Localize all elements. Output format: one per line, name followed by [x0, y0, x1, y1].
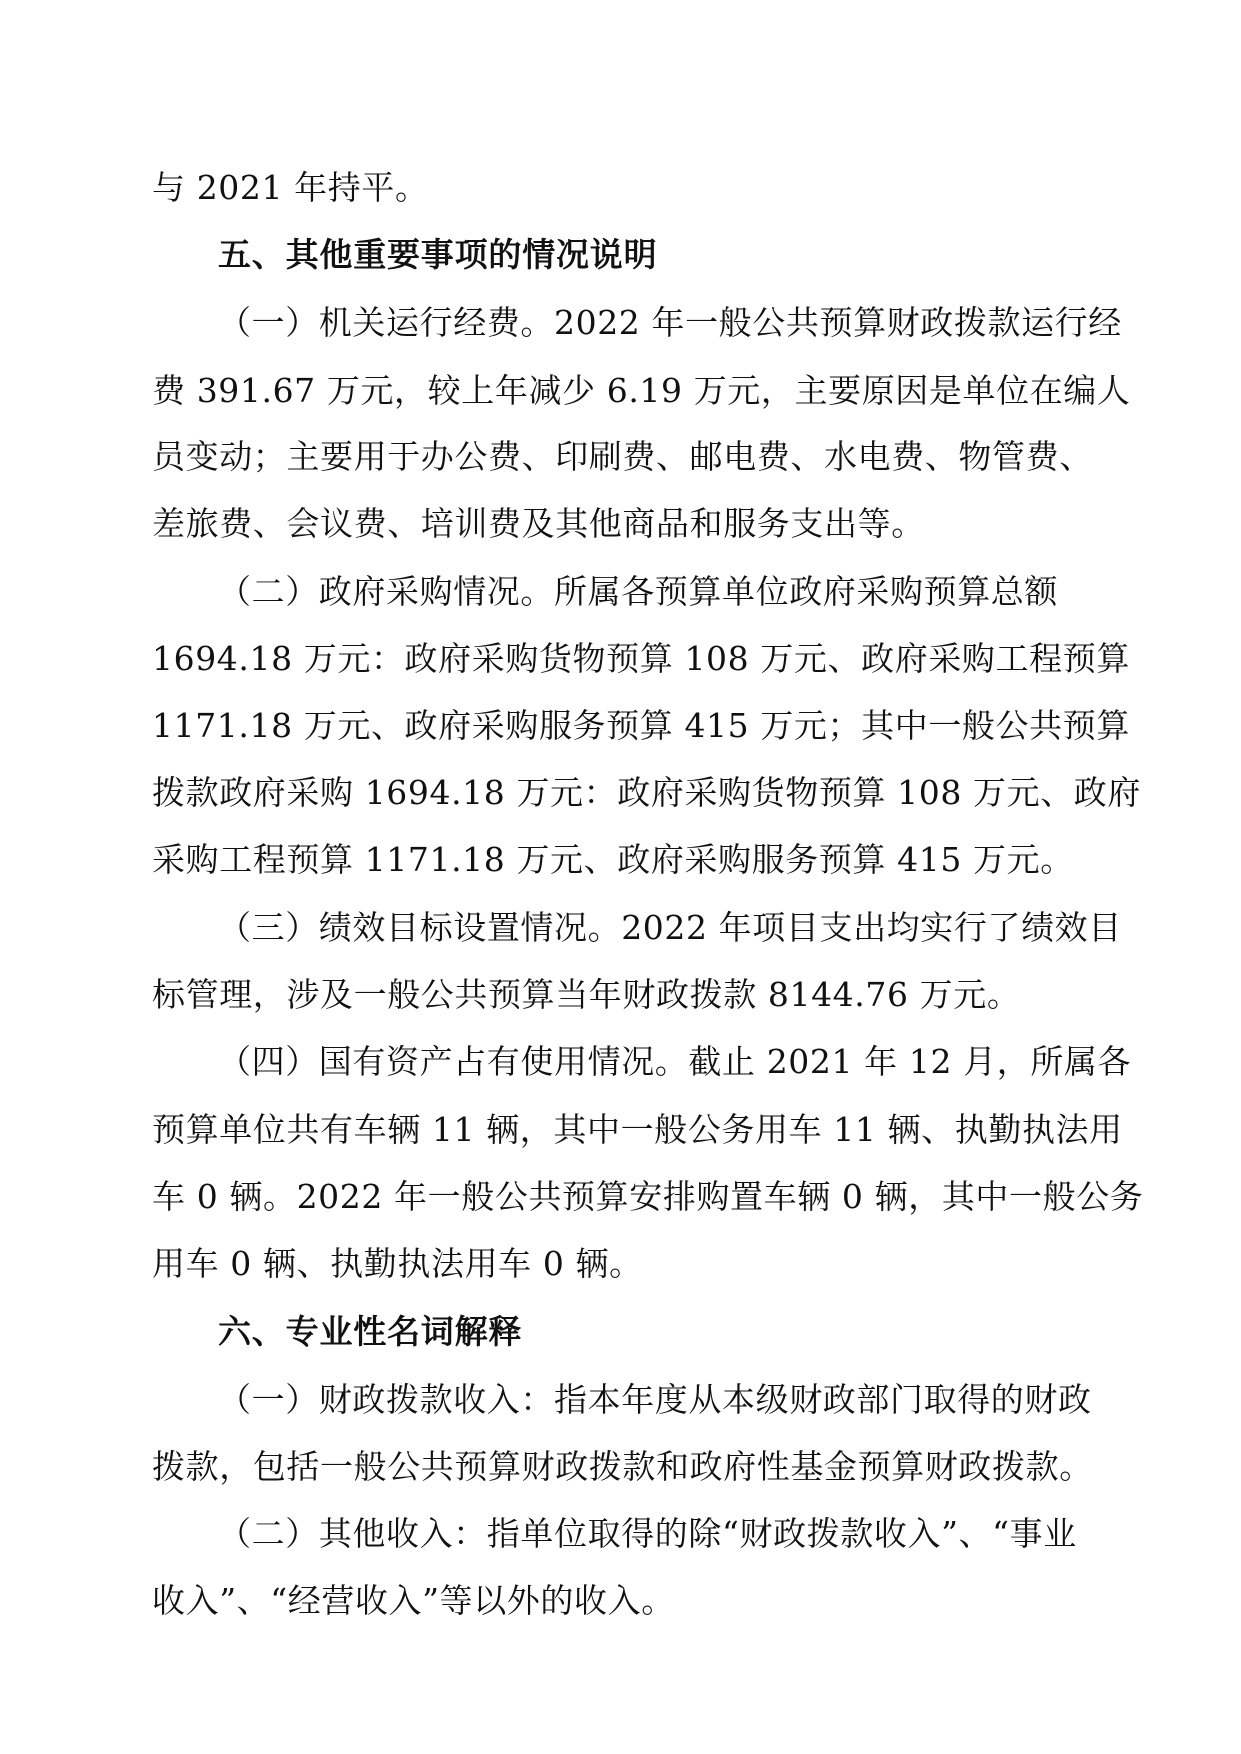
paragraph-line: （二）其他收入：指单位取得的除“财政拨款收入”、“事业: [218, 1514, 1077, 1553]
paragraph-line: 1171.18 万元、政府采购服务预算 415 万元；其中一般公共预算: [152, 706, 1130, 745]
paragraph-line: （一）财政拨款收入：指本年度从本级财政部门取得的财政: [218, 1380, 1092, 1419]
paragraph-line: 用车 0 辆、执勤执法用车 0 辆。: [152, 1244, 643, 1283]
section-heading: 六、专业性名词解释: [218, 1312, 523, 1351]
paragraph-line: 标管理，涉及一般公共预算当年财政拨款 8144.76 万元。: [152, 975, 1021, 1014]
paragraph-line: （三）绩效目标设置情况。2022 年项目支出均实行了绩效目: [218, 908, 1122, 947]
paragraph-line: 拨款政府采购 1694.18 万元：政府采购货物预算 108 万元、政府: [152, 773, 1142, 812]
paragraph-line: 差旅费、会议费、培训费及其他商品和服务支出等。: [152, 504, 925, 543]
paragraph-line: 拨款，包括一般公共预算财政拨款和政府性基金预算财政拨款。: [152, 1447, 1093, 1486]
section-heading: 五、其他重要事项的情况说明: [218, 235, 658, 274]
paragraph-line: 车 0 辆。2022 年一般公共预算安排购置车辆 0 辆，其中一般公务: [152, 1177, 1144, 1216]
text-line: 与 2021 年持平。: [152, 168, 429, 207]
paragraph-line: 收入”、“经营收入”等以外的收入。: [152, 1581, 675, 1620]
paragraph-line: 员变动；主要用于办公费、印刷费、邮电费、水电费、物管费、: [152, 437, 1093, 476]
paragraph-line: （二）政府采购情况。所属各预算单位政府采购预算总额: [218, 572, 1058, 611]
paragraph-line: （一）机关运行经费。2022 年一般公共预算财政拨款运行经: [218, 303, 1122, 342]
paragraph-line: （四）国有资产占有使用情况。截止 2021 年 12 月，所属各: [218, 1042, 1132, 1081]
paragraph-line: 采购工程预算 1171.18 万元、政府采购服务预算 415 万元。: [152, 840, 1074, 879]
paragraph-line: 费 391.67 万元，较上年减少 6.19 万元，主要原因是单位在编人: [152, 371, 1131, 410]
paragraph-line: 1694.18 万元：政府采购货物预算 108 万元、政府采购工程预算: [152, 639, 1130, 678]
paragraph-line: 预算单位共有车辆 11 辆，其中一般公务用车 11 辆、执勤执法用: [152, 1110, 1123, 1149]
